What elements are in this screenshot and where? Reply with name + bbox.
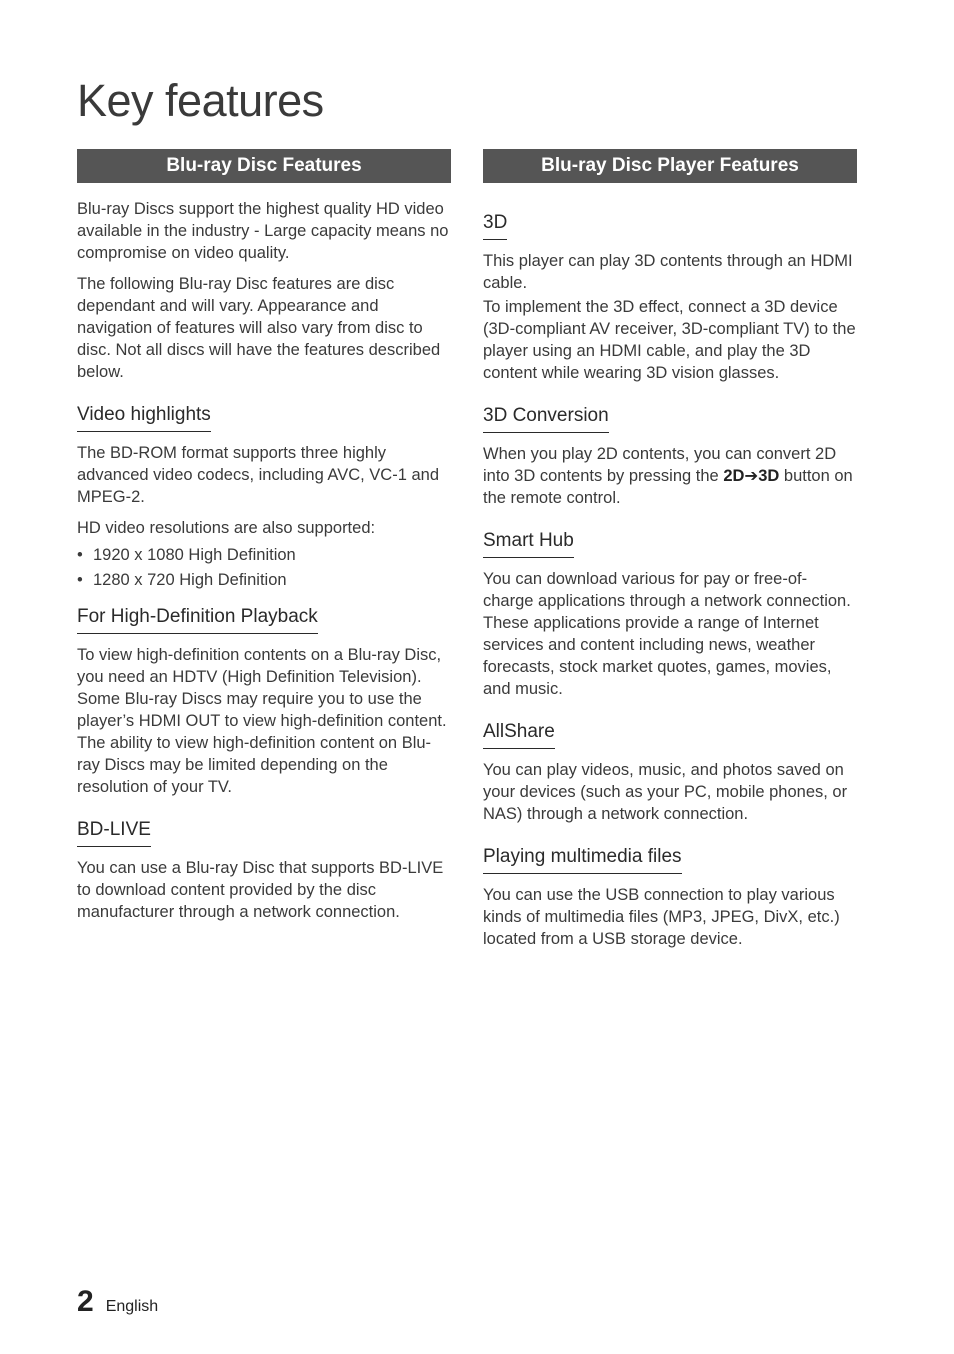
subsection-title: AllShare	[483, 720, 555, 749]
subsection-body: You can play videos, music, and photos saved on your devices (such as your PC, mobile phones, or NAS) through a network connection.	[483, 761, 848, 823]
section-header-player-features: Blu-ray Disc Player Features	[483, 149, 857, 183]
subsection-body: The BD-ROM format supports three highly advanced video codecs, including AVC, VC-1 and MPEG-2.	[77, 444, 440, 506]
remote-button-label: 2D➔3D	[723, 467, 780, 485]
bullet-icon: •	[77, 571, 83, 589]
intro-paragraph-2: The following Blu-ray Disc features are disc dependant and will vary. Appearance and navigation of features will also vary from disc to disc. Not all discs will have the features described below.	[77, 275, 441, 381]
subsection-allshare	[483, 720, 857, 825]
page-title: Key features	[77, 75, 324, 126]
intro-paragraph: Blu-ray Discs support the highest quality HD video available in the industry - Large capacity means no compromise on video quality.	[77, 200, 449, 262]
subsection-3d	[483, 211, 857, 384]
subsection-hd-playback	[77, 605, 451, 798]
subsection-multimedia	[483, 845, 857, 950]
resolution-list	[77, 543, 451, 593]
subsection-body: You can use a Blu-ray Disc that supports BD-LIVE to download content provided by the disc manufacturer through a network connection.	[77, 859, 444, 921]
subsection-body-2: To implement the 3D effect, connect a 3D device (3D-compliant AV receiver, 3D-compliant TV) to the player using an HDMI cable, and play the 3D content while wearing 3D vision glasses.	[483, 298, 856, 382]
subsection-body: To view high-definition contents on a Blu-ray Disc, you need an HDTV (High Definition Television). Some Blu-ray Discs may require you to use the player’s HDMI OUT to view high-definition content. The ability to view high-definition content on Blu-ray Discs may be limited depending on the resolution of your TV.	[77, 646, 447, 796]
subsection-video-highlights	[77, 403, 451, 593]
list-item: • 1920 x 1080 High Definition	[77, 543, 451, 568]
language-label: English	[105, 1298, 159, 1315]
subsection-title: Video highlights	[77, 403, 211, 432]
page-footer	[77, 1285, 158, 1319]
page-number: 2	[77, 1285, 94, 1318]
subsection-title: 3D Conversion	[483, 404, 609, 433]
bullet-icon: •	[77, 546, 83, 564]
subsection-3d-conversion	[483, 404, 857, 509]
subsection-bd-live	[77, 818, 451, 923]
subsection-body-2: HD video resolutions are also supported:	[77, 519, 376, 537]
subsection-title: For High-Definition Playback	[77, 605, 318, 634]
list-item: • 1280 x 720 High Definition	[77, 568, 451, 593]
subsection-title: Smart Hub	[483, 529, 574, 558]
subsection-title: Playing multimedia files	[483, 845, 682, 874]
subsection-body: When you play 2D contents, you can convert 2D into 3D contents by pressing the 2D➔3D button on the remote control.	[483, 445, 853, 507]
left-column	[77, 149, 451, 923]
subsection-title: BD-LIVE	[77, 818, 151, 847]
right-column	[483, 149, 857, 950]
subsection-body: This player can play 3D contents through an HDMI cable.	[483, 252, 853, 292]
subsection-body: You can download various for pay or free-of-charge applications through a network connection. These applications provide a range of Internet services and content including news, weather forecasts, stock market quotes, games, movies, and music.	[483, 570, 851, 698]
subsection-title: 3D	[483, 211, 507, 240]
subsection-body: You can use the USB connection to play various kinds of multimedia files (MP3, JPEG, DivX, etc.) located from a USB storage device.	[483, 886, 840, 948]
section-header-disc-features: Blu-ray Disc Features	[77, 149, 451, 183]
subsection-smart-hub	[483, 529, 857, 700]
